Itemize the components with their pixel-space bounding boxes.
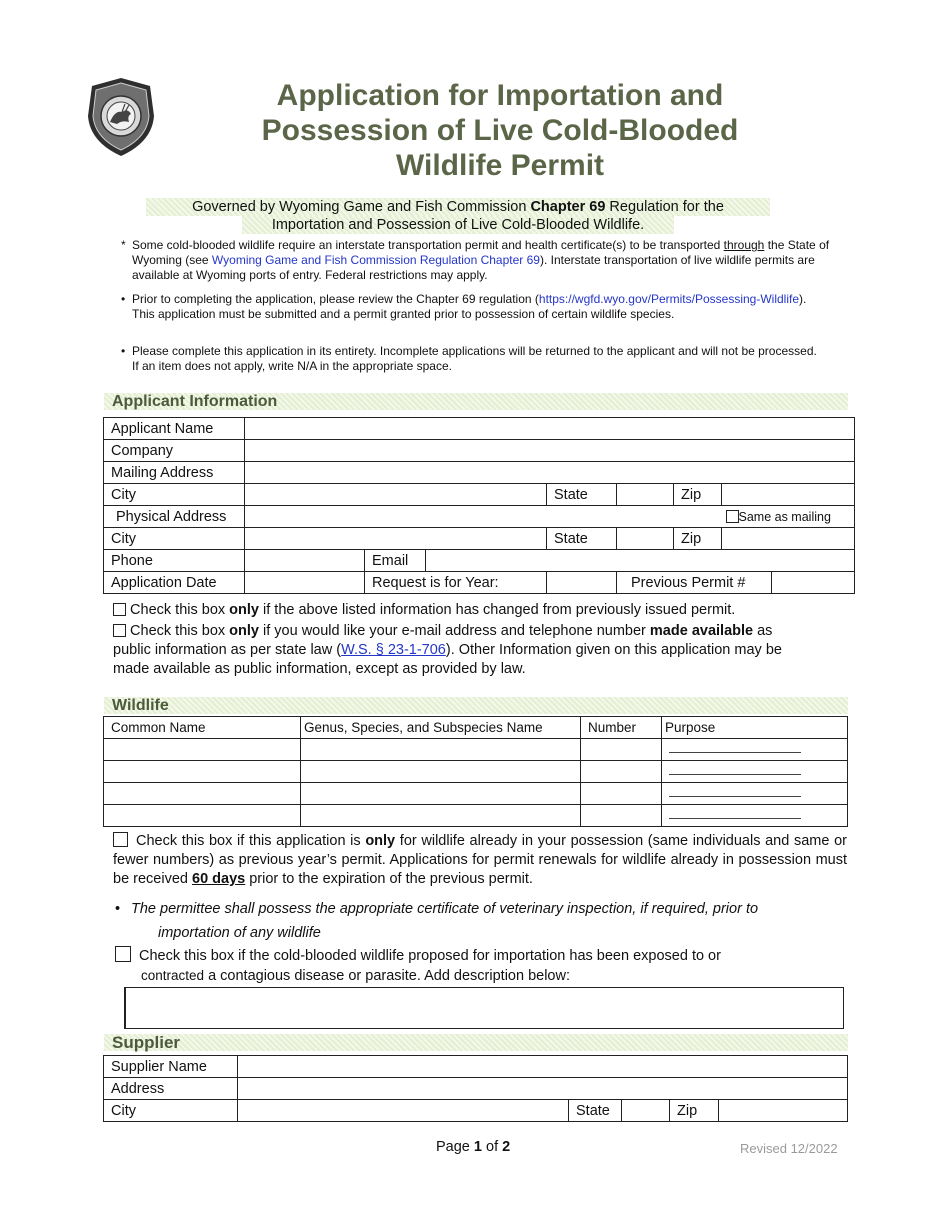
chapter69-link[interactable]: Wyoming Game and Fish Commission Regulation Chapter 69 [211,253,540,267]
number-cell[interactable] [581,761,662,783]
row-physical-city [104,528,855,550]
renewal-possession-checkbox[interactable] [113,832,128,847]
state-label: State [547,528,617,550]
section-applicant-information: Applicant Information [104,393,848,410]
disease-description-box[interactable] [124,987,844,1029]
row-company [104,440,855,462]
col-common-name: Common Name [104,717,301,739]
row-supplier-name [104,1056,848,1078]
physical-zip-field[interactable] [722,528,855,550]
supplier-state-field[interactable] [622,1100,670,1122]
row-application-date [104,572,855,594]
company-field[interactable] [245,440,855,462]
scientific-name-cell[interactable] [301,761,581,783]
info-changed-checkbox[interactable] [113,603,126,616]
zip-label: Zip [674,528,722,550]
note-complete: • Please complete this application in its entirety. Incomplete applications will be returned to the applicant and will not be processed. If an item does not apply, write N/A in the appropriate space. [121,344,817,373]
zip-label: Zip [674,484,722,506]
supplier-name-label: Supplier Name [104,1056,238,1078]
wildlife-row [104,739,848,761]
section-supplier: Supplier [104,1034,848,1051]
phone-label: Phone [104,550,245,572]
purpose-cell[interactable] [662,761,848,783]
supplier-zip-label: Zip [670,1100,719,1122]
company-label: Company [104,440,245,462]
check-public-info: Check this box only if you would like your e-mail address and telephone number made available as public information as per state law (W.S. § 23-1-706). Other Information given on this application may be made available as public information, except as provided by law. [113,623,782,677]
email-label: Email [365,550,426,572]
physical-city-field[interactable] [245,528,547,550]
check-disease-exposure: Check this box if the cold-blooded wildlife proposed for importation has been exposed to or contracted a contagious disease or parasite. Add description below: [115,946,835,986]
agency-seal-logo [84,76,158,158]
mailing-city-field[interactable] [245,484,547,506]
common-name-cell[interactable] [104,739,301,761]
note-transport: * Some cold-blooded wildlife require an interstate transportation permit and health certificate(s) to be transported through the State of Wyoming (see Wyoming Game and Fish Commission Regulation Chapter 69). Interstate transportation of live wildlife permits are available at Wyoming ports of entry. Federal restrictions may apply. [121,238,830,282]
page-number: Page 1 of 2 [436,1139,511,1155]
previous-permit-field[interactable] [772,572,855,594]
mailing-address-label: Mailing Address [104,462,245,484]
public-info-checkbox[interactable] [113,624,126,637]
number-cell[interactable] [581,783,662,805]
common-name-cell[interactable] [104,805,301,827]
purpose-cell[interactable] [662,739,848,761]
common-name-cell[interactable] [104,783,301,805]
request-year-field[interactable] [547,572,617,594]
row-mailing-city [104,484,855,506]
col-scientific-name: Genus, Species, and Subspecies Name [301,717,581,739]
purpose-cell[interactable] [662,805,848,827]
form-title: Application for Importation and Possession of Live Cold-Blooded Wildlife Permit [261,79,739,182]
row-mailing-address [104,462,855,484]
note-review: • Prior to completing the application, please review the Chapter 69 regulation (https://wgfd.wyo.gov/Permits/Possessing-Wildlife). This application must be submitted and a permit granted prior to possession of certain wildlife species. [121,292,807,321]
purpose-blank [669,818,801,819]
row-applicant-name [104,418,855,440]
row-supplier-city [104,1100,848,1122]
state-label: State [547,484,617,506]
application-date-label: Application Date [104,572,245,594]
same-as-mailing-checkbox[interactable] [726,510,739,523]
state-law-link[interactable]: W.S. § 23-1-706 [341,642,446,658]
veterinary-note: • The permittee shall possess the appropriate certificate of veterinary inspection, if required, prior to importation of any wildlife [115,901,759,941]
email-field[interactable] [426,550,855,572]
wildlife-row [104,761,848,783]
disease-exposure-checkbox[interactable] [115,946,131,962]
city-label: City [104,528,245,550]
wildlife-table [103,716,848,827]
supplier-name-field[interactable] [238,1056,848,1078]
row-phone-email [104,550,855,572]
supplier-zip-field[interactable] [719,1100,848,1122]
purpose-blank [669,774,801,775]
check-info-changed: Check this box only if the above listed information has changed from previously issued permit. [113,601,853,620]
applicant-name-field[interactable] [245,418,855,440]
governing-regulation: Governed by Wyoming Game and Fish Commission Chapter 69 Regulation for the Importation and Possession of Live Cold-Blooded Wildlife. [88,198,828,234]
supplier-address-field[interactable] [238,1078,848,1100]
applicant-name-label: Applicant Name [104,418,245,440]
previous-permit-label: Previous Permit # [617,572,772,594]
possessing-wildlife-link[interactable]: https://wgfd.wyo.gov/Permits/Possessing-Wildlife [538,292,799,306]
purpose-blank [669,796,801,797]
row-physical-address [104,506,855,528]
scientific-name-cell[interactable] [301,805,581,827]
physical-state-field[interactable] [617,528,674,550]
applicant-table [103,417,855,594]
wildlife-header-row [104,717,848,739]
same-as-mailing-option[interactable] [722,506,855,528]
revision-date: Revised 12/2022 [740,1141,838,1156]
supplier-city-label: City [104,1100,238,1122]
physical-address-field[interactable] [245,506,722,528]
request-year-label: Request is for Year: [365,572,547,594]
mailing-state-field[interactable] [617,484,674,506]
number-cell[interactable] [581,739,662,761]
number-cell[interactable] [581,805,662,827]
mailing-address-field[interactable] [245,462,855,484]
wildlife-row [104,805,848,827]
section-wildlife: Wildlife [104,697,848,714]
col-number: Number [581,717,662,739]
supplier-city-field[interactable] [238,1100,569,1122]
supplier-address-label: Address [104,1078,238,1100]
supplier-state-label: State [569,1100,622,1122]
same-as-mailing-label: Same as mailing [738,509,831,524]
check-renewal-possession: Check this box if this application is only for wildlife already in your possession (same individuals and same or fewer numbers) as previous year’s permit. Applications for permit renewals for wildlife already in possession must be received 60 days prior to the expiration of the previous permit. [113,833,847,887]
physical-address-label: Physical Address [104,506,245,528]
scientific-name-cell[interactable] [301,783,581,805]
purpose-blank [669,752,801,753]
purpose-cell[interactable] [662,783,848,805]
col-purpose: Purpose [662,717,848,739]
common-name-cell[interactable] [104,761,301,783]
wildlife-row [104,783,848,805]
supplier-table [103,1055,848,1122]
phone-field[interactable] [245,550,365,572]
scientific-name-cell[interactable] [301,739,581,761]
application-date-field[interactable] [245,572,365,594]
row-supplier-address [104,1078,848,1100]
mailing-zip-field[interactable] [722,484,855,506]
city-label: City [104,484,245,506]
